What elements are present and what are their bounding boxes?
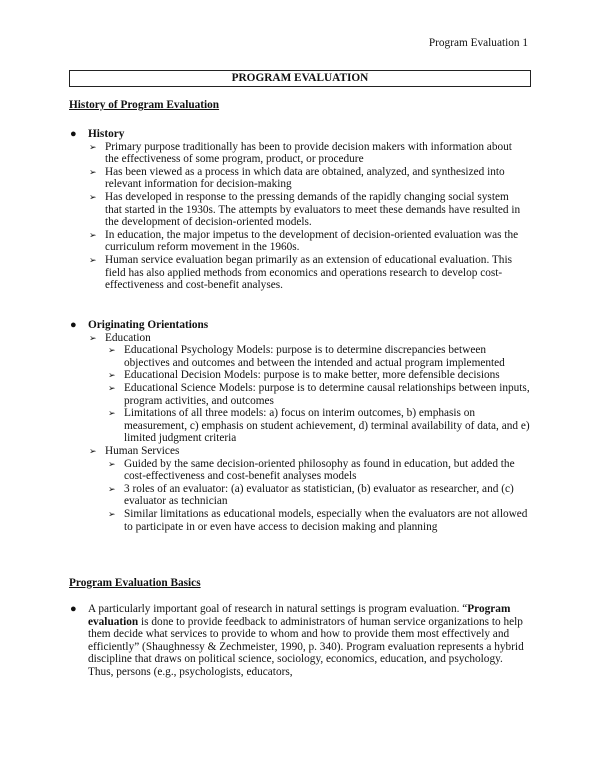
list-item: ➢ Educational Science Models: purpose is to determine causal relationships between inputs, program activities, and outcomes xyxy=(108,381,530,407)
list-item: ➢ Educational Decision Models: purpose is to make better, more defensible decisions xyxy=(108,369,500,382)
arrow-bullet-icon: ➢ xyxy=(89,191,97,202)
arrow-bullet-icon: ➢ xyxy=(89,229,97,240)
arrow-bullet-icon: ➢ xyxy=(108,458,116,469)
list-item: ➢ Similar limitations as educational models, especially when the evaluators are not allowed to participate in or even have access to decision making and planning xyxy=(108,507,528,533)
arrow-bullet-icon: ➢ xyxy=(89,166,97,177)
arrow-bullet-icon: ➢ xyxy=(89,445,97,456)
arrow-bullet-icon: ➢ xyxy=(89,141,97,152)
list-item: ➢ In education, the major impetus to the development of decision-oriented evaluation was the curriculum reform movement in the 1960s. xyxy=(89,228,519,254)
list-item: ➢ Limitations of all three models: a) focus on interim outcomes, b) emphasis on measurement, c) emphasis on student achievement, d) terminal availability of data, and e) limited judgment criteria xyxy=(108,407,530,445)
list-item: ➢ Primary purpose traditionally has been to provide decision makers with information about the effectiveness of some program, product, or procedure xyxy=(89,140,512,166)
list-item-education: ➢ Education xyxy=(89,331,151,344)
history-section xyxy=(0,128,600,292)
bullet-history: ● History xyxy=(70,128,125,140)
list-item: ➢ Guided by the same decision-oriented philosophy as found in education, but added the cost-effectiveness and cost-benefit analyses models xyxy=(108,457,515,483)
arrow-bullet-icon: ➢ xyxy=(108,370,116,381)
list-item: ➢ Has developed in response to the pressing demands of the rapidly changing social system that started in the 1930s. The attempts by evaluators to meet these demands have resulted in the development of decision-oriented models. xyxy=(89,190,521,229)
arrow-bullet-icon: ➢ xyxy=(89,332,97,343)
arrow-bullet-icon: ➢ xyxy=(89,254,97,265)
basics-section xyxy=(0,603,600,679)
orientations-section xyxy=(0,319,600,533)
arrow-bullet-icon: ➢ xyxy=(108,382,116,393)
list-item: ➢ Has been viewed as a process in which data are obtained, analyzed, and synthesized into relevant information for decision-making xyxy=(89,165,505,191)
list-item: ➢ Educational Psychology Models: purpose is to determine discrepancies between objectives and outcomes and between the intended and actual program implemented xyxy=(108,344,505,369)
arrow-bullet-icon: ➢ xyxy=(108,408,116,419)
arrow-bullet-icon: ➢ xyxy=(108,508,116,519)
bullet-dot-icon: ● xyxy=(70,319,77,331)
list-item: ➢ 3 roles of an evaluator: (a) evaluator as statistician, (b) evaluator as researcher, and (c) evaluator as technician xyxy=(108,482,514,508)
bullet-dot-icon: ● xyxy=(70,128,77,140)
document-title: PROGRAM EVALUATION xyxy=(69,70,531,87)
section-heading-history: History of Program Evaluation xyxy=(69,99,220,111)
running-header: Program Evaluation 1 xyxy=(428,37,528,49)
list-item-human-services: ➢ Human Services xyxy=(89,444,180,457)
section-heading-basics: Program Evaluation Basics xyxy=(69,577,201,589)
arrow-bullet-icon: ➢ xyxy=(108,345,116,356)
list-item: ➢ Human service evaluation began primarily as an extension of educational evaluation. This field has also applied methods from economics and operations research to develop cost-effectiveness and cost-benefit analyses. xyxy=(89,253,512,292)
bullet-dot-icon: ● xyxy=(70,603,77,615)
bullet-orientations: ● Originating Orientations xyxy=(70,319,209,331)
paragraph: ● A particularly important goal of research in natural settings is program evaluation. “Program evaluation is done to provide feedback to administrators of human service organizations to help them decide what services to provide to whom and how to provide them most effectively and efficiently” (Shaughnessy & Zechmeister, 1990, p. 340). Program evaluation represents a hybrid discipline that draws on political science, sociology, economics, education, and psychology. Thus, persons (e.g., psychologists, educators, xyxy=(70,603,524,678)
arrow-bullet-icon: ➢ xyxy=(108,483,116,494)
